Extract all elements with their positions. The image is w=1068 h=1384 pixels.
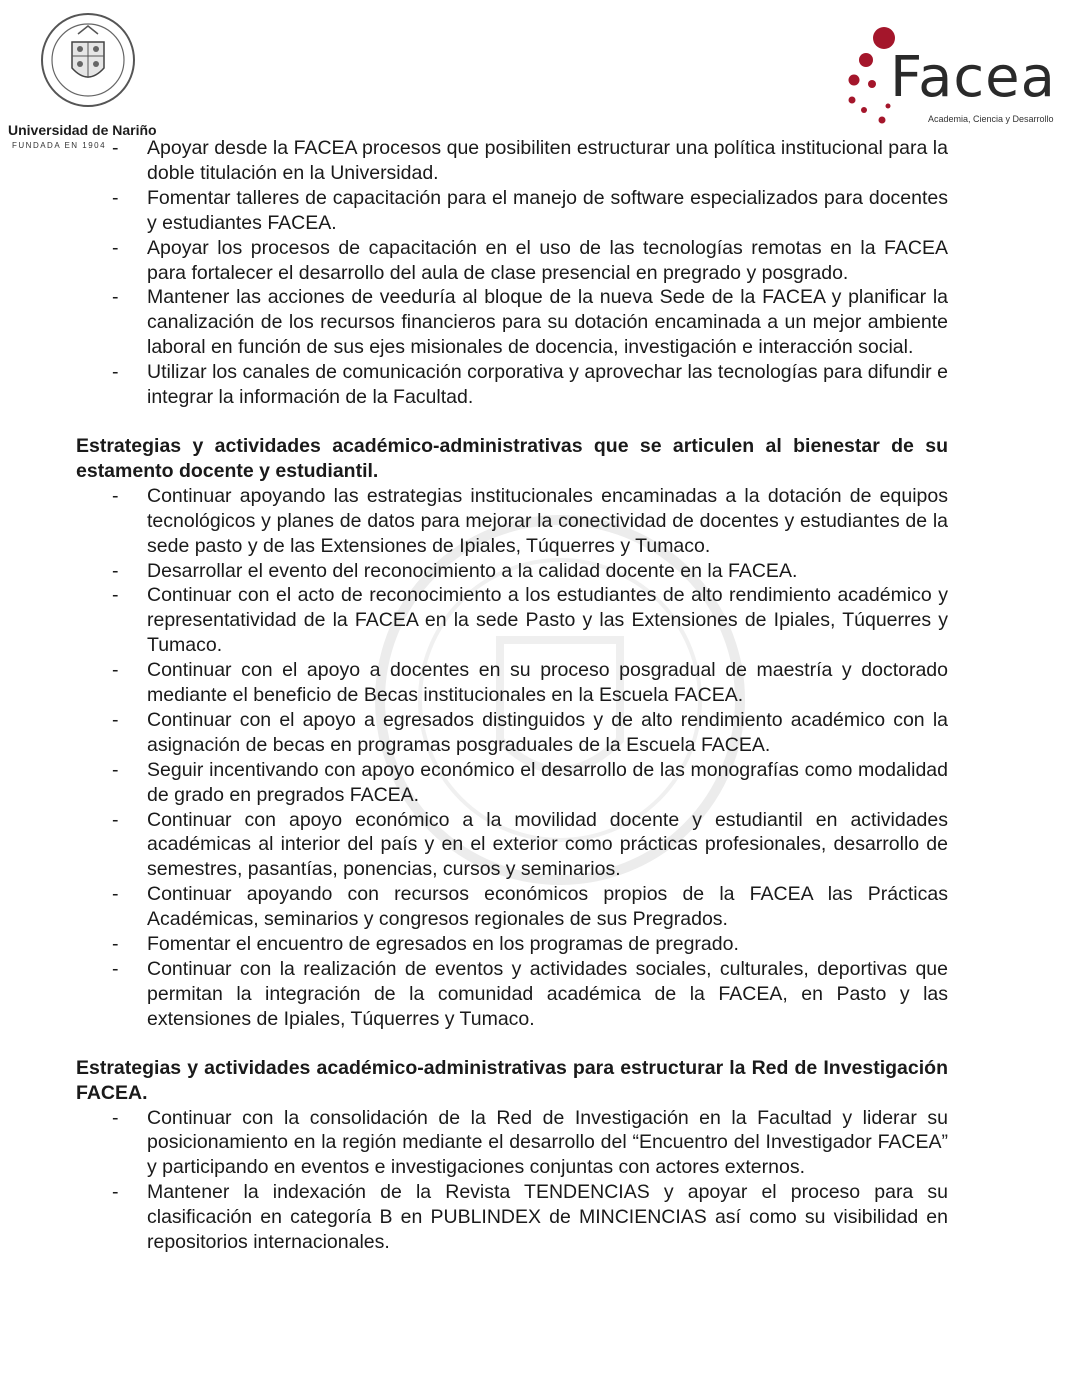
section2-title: Estrategias y actividades académico-administrativas que se articulen al bienestar de su estamento docente y estudiantil. <box>76 434 948 482</box>
list-item: - Fomentar talleres de capacitación para el manejo de software especializados para docentes y estudiantes FACEA. <box>112 186 948 234</box>
list-item: - Utilizar los canales de comunicación corporativa y aprovechar las tecnologías para difundir e integrar la información de la Facultad. <box>112 361 948 409</box>
list-item: - Continuar con apoyo económico a la movilidad docente y estudiantil en actividades académicas al interior del país y en el exterior como prácticas profesionales, desarrollo de semestres, pasantías, ponencias, cursos y seminarios. <box>112 808 948 881</box>
list-item: - Apoyar los procesos de capacitación en el uso de las tecnologías remotas en la FACEA para fortalecer el desarrollo del aula de clase presencial en pregrado y posgrado. <box>112 236 948 284</box>
list-item: - Continuar apoyando con recursos económicos propios de la FACEA las Prácticas Académicas, seminarios y congresos regionales de sus Pregrados. <box>112 883 948 931</box>
list-item: - Continuar apoyando las estrategias institucionales encaminadas a la dotación de equipos tecnológicos y planes de datos para mejorar la conectividad de docentes y estudiantes de la sede pasto y de las Extensiones de Ipiales, Túquerres y Tumaco. <box>112 484 948 557</box>
university-founded: FUNDADA EN 1904 <box>12 141 107 150</box>
list-item: - Continuar con el apoyo a docentes en su proceso posgradual de maestría y doctorado mediante el beneficio de Becas institucionales en la Escuela FACEA. <box>112 659 948 707</box>
list-item: - Fomentar el encuentro de egresados en los programas de pregrado. <box>112 933 739 956</box>
list-item: - Continuar con la consolidación de la Red de Investigación en la Facultad y liderar su posicionamiento en la región mediante el desarrollo del “Encuentro del Investigador FACEA” y participando en eventos e investigaciones conjuntas con actores externos. <box>112 1106 948 1179</box>
section3-title: Estrategias y actividades académico-administrativas para estructurar la Red de Investigación FACEA. <box>76 1056 948 1104</box>
university-name: Universidad de Nariño <box>8 122 157 138</box>
section3-list <box>76 1106 948 1255</box>
list-item: - Desarrollar el evento del reconocimiento a la calidad docente en la FACEA. <box>112 559 798 582</box>
university-seal-icon <box>38 6 138 118</box>
document-body <box>76 136 948 1255</box>
list-item: - Continuar con el apoyo a egresados distinguidos y de alto rendimiento académico con la asignación de becas en programas posgraduales de la Escuela FACEA. <box>112 708 948 756</box>
facea-logo <box>842 22 1062 132</box>
list-item: - Mantener las acciones de veeduría al bloque de la nueva Sede de la FACEA y planificar la canalización de los recursos financieros para su dotación encaminada a un mejor ambiente laboral en función de sus ejes misionales de docencia, investigación e interacción social. <box>112 286 948 359</box>
list-item: - Seguir incentivando con apoyo económico el desarrollo de las monografías como modalidad de grado en pregrados FACEA. <box>112 758 948 806</box>
list-item: - Apoyar desde la FACEA procesos que posibiliten estructurar una política institucional para la doble titulación en la Universidad. <box>112 137 948 184</box>
section1-list <box>76 136 948 410</box>
list-item: - Continuar con el acto de reconocimiento a los estudiantes de alto rendimiento académico y representatividad de la FACEA en la sede Pasto y las Extensiones de Ipiales, Túquerres y Tumaco. <box>112 584 948 657</box>
facea-tagline: Academia, Ciencia y Desarrollo <box>928 114 1054 124</box>
list-item: - Mantener la indexación de la Revista TENDENCIAS y apoyar el proceso para su clasificación en categoría B en PUBLINDEX de MINCIENCIAS así como su visibilidad en repositorios internacionales. <box>112 1181 948 1254</box>
facea-brand: Facea <box>890 45 1056 110</box>
list-item: - Continuar con la realización de eventos y actividades sociales, culturales, deportivas que permitan la integración de la comunidad académica de la FACEA, en Pasto y las extensiones de Ipiales, Túquerres y Tumaco. <box>112 958 948 1030</box>
page-header <box>0 0 1068 150</box>
section2-list <box>76 484 948 1032</box>
